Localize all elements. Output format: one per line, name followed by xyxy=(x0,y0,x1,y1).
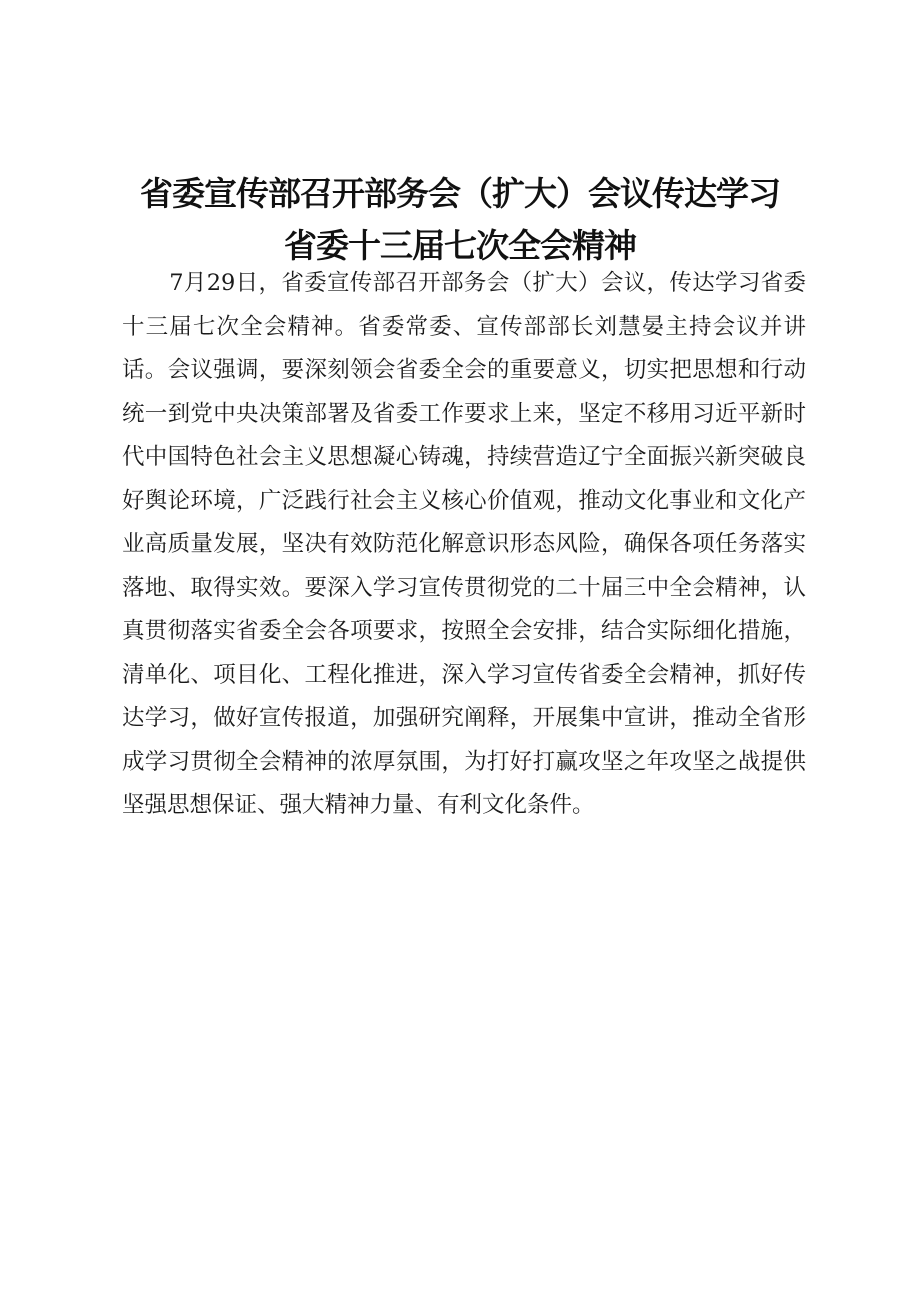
title-line-2: 省委十三届七次全会精神 xyxy=(284,226,636,265)
title-line-1: 省委宣传部召开部务会（扩大）会议传达学习 xyxy=(140,174,780,213)
body-paragraph: 7月29日，省委宣传部召开部务会（扩大）会议，传达学习省委十三届七次全会精神。省委常委、宣传部部长刘慧晏主持会议并讲话。会议强调，要深刻领会省委全会的重要意义，切实把思想和行动统一到党中央决策部署及省委工作要求上来，坚定不移用习近平新时代中国特色社会主义思想凝心铸魂，持续营造辽宁全面振兴新突破良好舆论环境，广泛践行社会主义核心价值观，推动文化事业和文化产业高质量发展，坚决有效防范化解意识形态风险，确保各项任务落实落地、取得实效。要深入学习宣传贯彻党的二十届三中全会精神，认真贯彻落实省委全会各项要求，按照全会安排，结合实际细化措施，清单化、项目化、工程化推进，深入学习宣传省委全会精神，抓好传达学习，做好宣传报道，加强研究阐释，开展集中宣讲，推动全省形成学习贯彻全会精神的浓厚氛围，为打好打赢攻坚之年攻坚之战提供坚强思想保证、强大精神力量、有利文化条件。 xyxy=(122,270,806,818)
document-title xyxy=(60,168,860,272)
